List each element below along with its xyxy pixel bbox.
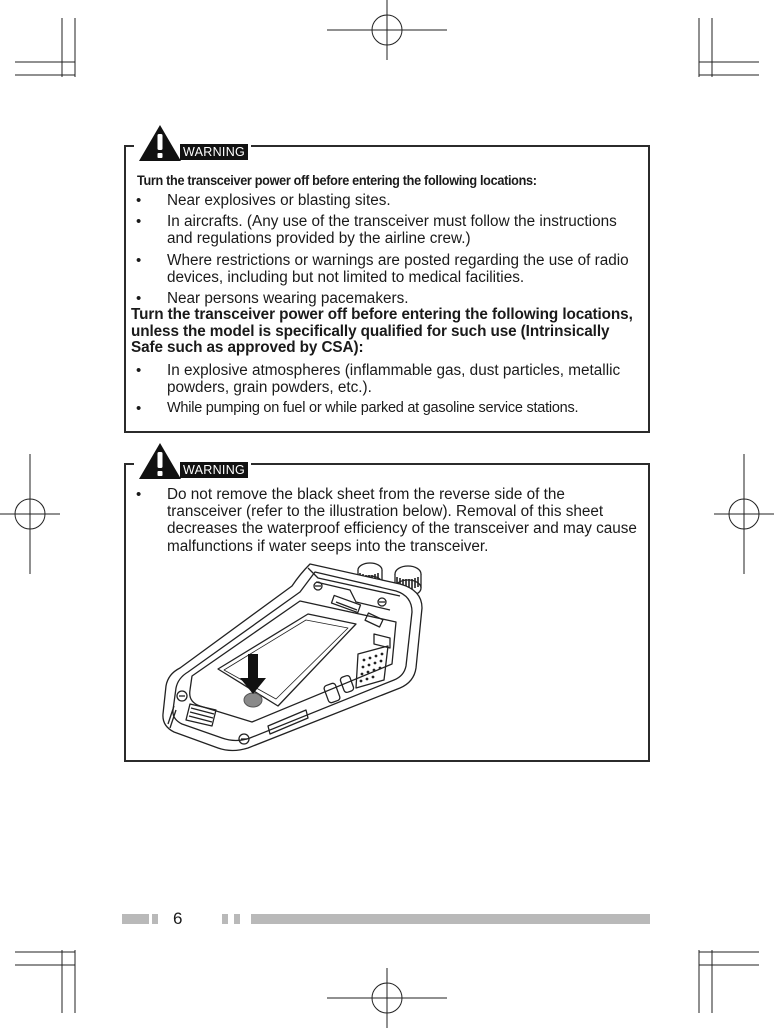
warning-triangle-icon [138, 442, 182, 480]
list-item: • In aircrafts. (Any use of the transceiver must follow the instructions and regulations provided by the airline crew.) [136, 213, 636, 247]
list-item: • In explosive atmospheres (inflammable gas, dust particles, metallic powders, grain powders, etc.). [136, 362, 641, 396]
footer-bar-left [122, 914, 149, 924]
footer-bar-dot-2 [234, 914, 240, 924]
warning1-list [136, 192, 636, 311]
warning-label-1 [134, 126, 251, 162]
warning2-list [136, 486, 641, 559]
transceiver-back-illustration [160, 556, 440, 752]
list-item: • While pumping on fuel or while parked at gasoline service stations. [136, 400, 641, 417]
list-item: • Do not remove the black sheet from the reverse side of the transceiver (refer to the illustration below). Removal of this sheet decreases the waterproof efficiency of the transceiver and may cause malfunctions if water seeps into the transceiver. [136, 486, 641, 555]
warning1-heading-2: Turn the transceiver power off before entering the following locations, unless the model is specifically qualified for such use (Intrinsically Safe such as approved by CSA): [131, 306, 633, 356]
footer-bar-left-small [152, 914, 158, 924]
footer-bar-dot-1 [222, 914, 228, 924]
warning-label-2 [134, 444, 251, 480]
warning1-heading: Turn the transceiver power off before entering the following locations: [137, 172, 537, 188]
warning1-list-2 [136, 362, 641, 422]
black-sheet-spot [244, 693, 262, 707]
warning-word: WARNING [180, 144, 248, 160]
list-item: • Where restrictions or warnings are posted regarding the use of radio devices, including but not limited to medical facilities. [136, 252, 636, 286]
warning-word: WARNING [180, 462, 248, 478]
list-item: • Near persons wearing pacemakers. [136, 290, 636, 307]
warning-triangle-icon [138, 124, 182, 162]
page-number: 6 [173, 909, 183, 928]
list-item: • Near explosives or blasting sites. [136, 192, 636, 209]
footer-bar-right [251, 914, 650, 924]
